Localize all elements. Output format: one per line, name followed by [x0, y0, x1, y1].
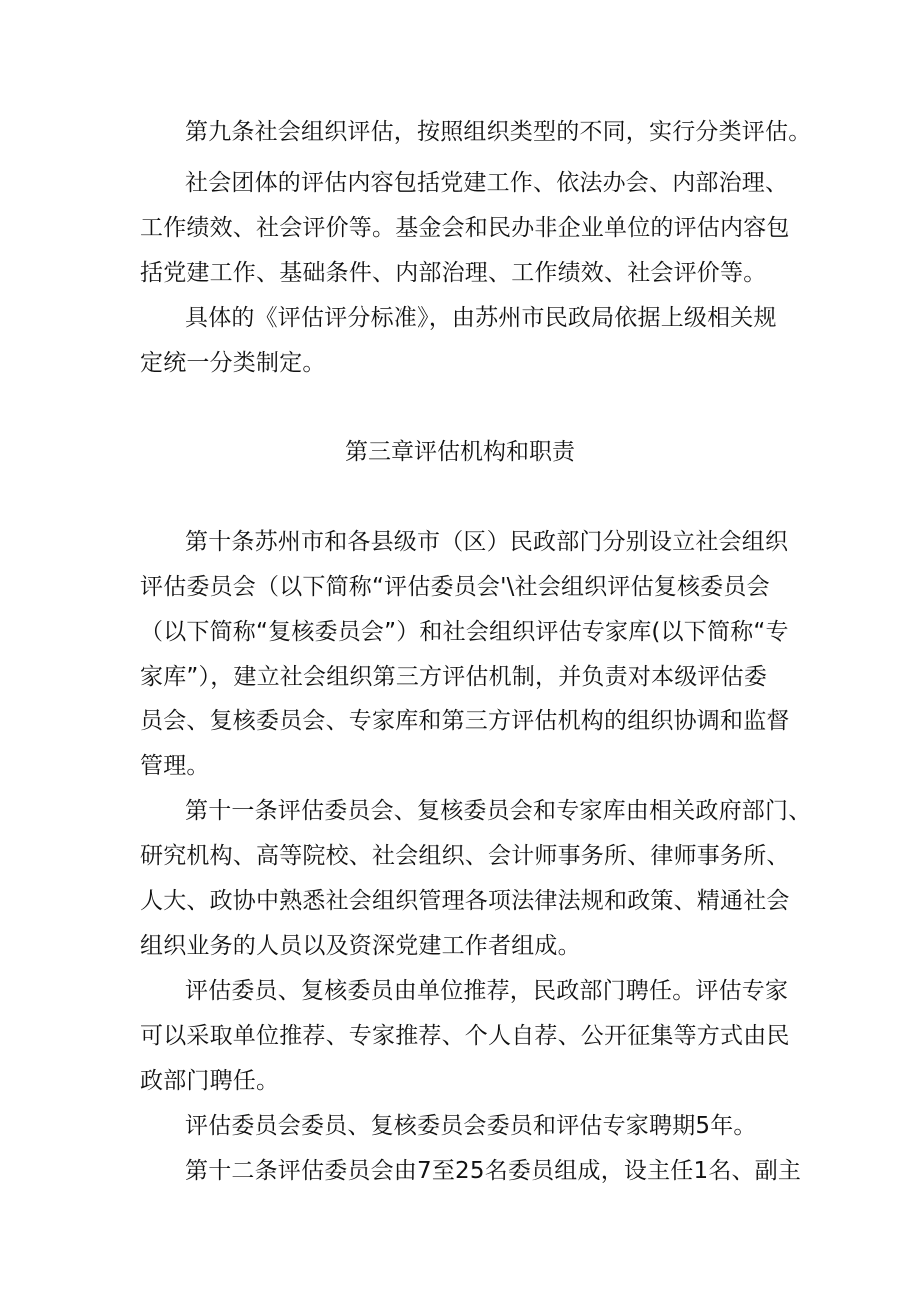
article-9-line-5: 具体的《评估评分标准》，由苏州市民政局依据上级相关规 [185, 305, 777, 331]
article-9-line-2: 社会团体的评估内容包括党建工作、依法办会、内部治理、 [185, 170, 789, 196]
article-11-line-3: 人大、政协中熟悉社会组织管理各项法律法规和政策、精通社会 [140, 888, 790, 914]
article-10-line-3: （以下简称“复核委员会”）和社会组织评估专家库(以下简称“专 [140, 619, 789, 645]
appointment-line-1: 评估委员、复核委员由单位推荐，民政部门聘任。评估专家 [185, 978, 789, 1004]
article-10-line-5: 员会、复核委员会、专家库和第三方评估机构的组织协调和监督 [140, 708, 790, 734]
article-9-line-1: 第九条社会组织评估，按照组织类型的不同，实行分类评估。 [185, 119, 812, 145]
article-11-line-2: 研究机构、高等院校、社会组织、会计师事务所、律师事务所、 [140, 843, 790, 869]
article-11-line-1: 第十一条评估委员会、复核委员会和专家库由相关政府部门、 [185, 798, 812, 824]
term-line: 评估委员会委员、复核委员会委员和评估专家聘期5年。 [185, 1113, 757, 1139]
article-9-line-6: 定统一分类制定。 [140, 350, 326, 376]
chapter-heading: 第三章评估机构和职责 [345, 439, 575, 465]
appointment-line-2: 可以采取单位推荐、专家推荐、个人自荐、公开征集等方式由民 [140, 1023, 790, 1049]
article-12-line-1: 第十二条评估委员会由7至25名委员组成，设主任1名、副主 [185, 1158, 802, 1184]
appointment-line-3: 政部门聘任。 [140, 1068, 280, 1094]
article-10-line-2: 评估委员会（以下简称“评估委员会'\社会组织评估复核委员会 [140, 574, 770, 600]
article-10-line-6: 管理。 [140, 753, 210, 779]
article-10-line-4: 家库”），建立社会组织第三方评估机制，并负责对本级评估委 [140, 664, 768, 690]
article-9-line-3: 工作绩效、社会评价等。基金会和民办非企业单位的评估内容包 [140, 215, 790, 241]
article-10-line-1: 第十条苏州市和各县级市（区）民政部门分别设立社会组织 [185, 529, 789, 555]
article-9-line-4: 括党建工作、基础条件、内部治理、工作绩效、社会评价等。 [140, 260, 767, 286]
article-11-line-4: 组织业务的人员以及资深党建工作者组成。 [140, 933, 581, 959]
